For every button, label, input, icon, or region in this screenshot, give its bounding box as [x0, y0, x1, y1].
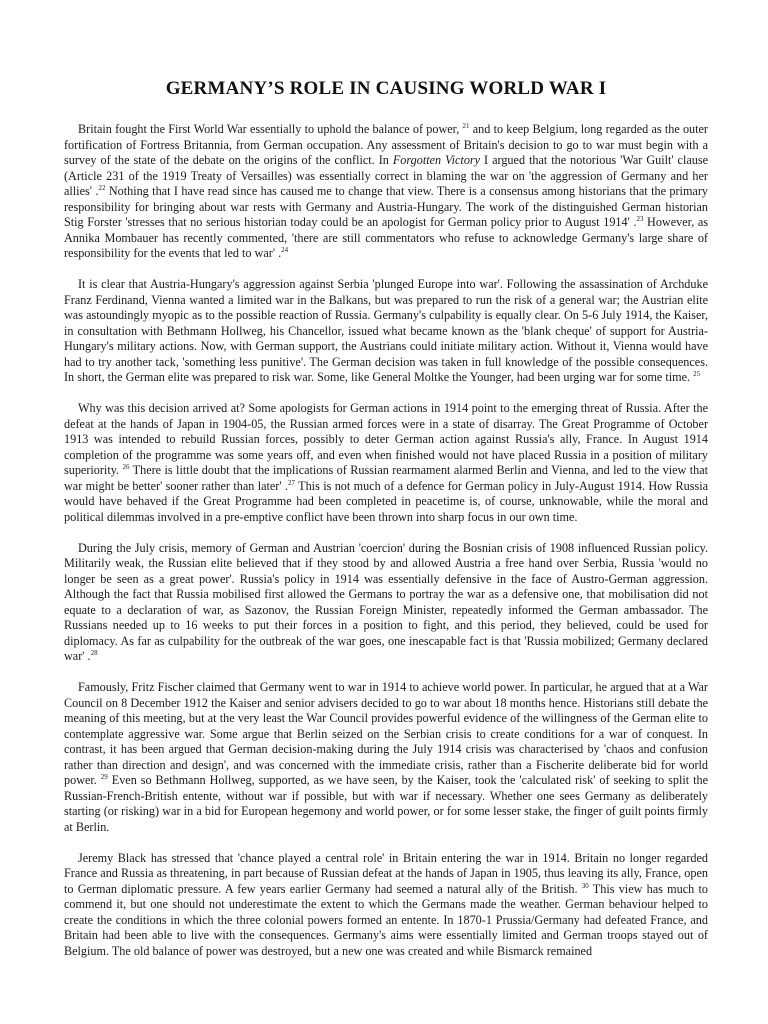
paragraph — [64, 122, 708, 262]
text-run: Jeremy Black has stressed that 'chance played a central role' in Britain entering the war in 1914. Britain no longer regarded France and Russia as threatening, in part because of Russian defeat at the hands of Japan in 1905, thus leaving its ally, France, open to German diplomatic pressure. A few years earlier Germany had seemed a natural ally of the British. — [64, 850, 708, 896]
text-run: This is not much of a defence for German policy in July-August 1914. How Russia would have behaved if the Great Programme had been completed in peacetime is, of course, unknowable, while the moral and political dilemmas involved in a pre-emptive conflict have been thrown into sharp focus in our own time. — [64, 478, 708, 524]
footnote-ref: 29 — [100, 772, 108, 781]
footnote-ref: 23 — [636, 214, 644, 223]
document-title: GERMANY’S ROLE IN CAUSING WORLD WAR I — [165, 78, 607, 99]
text-run: I argued that the notorious 'War Guilt' clause (Article 231 of the 1919 Treaty of Versailles) was essentially correct in blaming the war on 'the aggression of Germany and her allies' . — [64, 153, 709, 198]
footnote-ref: 21 — [462, 121, 470, 130]
paragraph — [64, 401, 708, 525]
paragraph — [64, 541, 708, 665]
footnote-ref: 22 — [98, 183, 106, 192]
document-body — [64, 122, 708, 959]
footnote-ref: 27 — [287, 478, 295, 487]
book-title: Forgotten Victory — [392, 153, 481, 167]
paragraph — [64, 277, 708, 386]
text-run: Famously, Fritz Fischer claimed that Germany went to war in 1914 to achieve world power. In particular, he argued that at a War Council on 8 December 1912 the Kaiser and senior advisers decided to go to war about 18 months hence. Historians still debate the meaning of this meeting, but at the very least the War Council provides powerful evidence of the willingness of the German elite to contemplate aggressive war. Some argue that Berlin seized on the Serbian crisis to create conditions for a war of conquest. In contrast, it has been argued that German decision-making during the July 1914 crisis was characterised by 'chaos and confusion rather than direction and design', and was concerned with the immediate crisis, rather than a Fischerite deliberate bid for world power. — [64, 680, 708, 787]
document-page — [64, 78, 708, 975]
paragraph — [64, 851, 708, 960]
footnote-ref: 30 — [581, 881, 589, 890]
text-run: Britain fought the First World War essentially to uphold the balance of power, — [78, 122, 463, 136]
footnote-ref: 24 — [281, 245, 289, 254]
text-run: and to keep Belgium, long regarded as the outer fortification of Fortress Britannia, from German occupation. Any assessment of Britain's decision to go to war must begin with a survey of the state of the debate on the origins of the conflict. In — [64, 122, 708, 167]
paragraph — [64, 680, 708, 835]
text-run: It is clear that Austria-Hungary's aggression against Serbia 'plunged Europe into war'. Following the assassination of Archduke Franz Ferdinand, Vienna wanted a limited war in the Balkans, but was prepared to run the risk of a general war; the Austrian elite was astoundingly myopic as to the possible reaction of Russia. Germany's culpability is equally clear. On 5-6 July 1914, the Kaiser, in consultation with Bethmann Hollweg, his Chancellor, issued what became known as the 'blank cheque' of support for Austria-Hungary's military actions. Now, with German support, the Austrians could initiate military action. Without it, Vienna would have had to try another tack, 'something less punitive'. The German decision was taken in full knowledge of the possible consequences. In short, the German elite was prepared to risk war. Some, like General Moltke the Younger, had been urging war for some time. — [64, 277, 708, 384]
footnote-ref: 26 — [122, 462, 130, 471]
footnote-ref: 28 — [90, 648, 98, 657]
text-run: This view has much to commend it, but one should not underestimate the extent to which the Germans made the weather. German behaviour helped to create the conditions in which the three colonial powers formed an entente. In 1870-1 Prussia/Germany had defeated France, and Britain had been able to live with the consequences. Germany's aims were essentially limited and German troops stayed out of Belgium. The old balance of power was destroyed, but a new one was created and while Bismarck remained — [64, 881, 708, 958]
text-run: There is little doubt that the implications of Russian rearmament alarmed Berlin and Vienna, and led to the view that war might be better' sooner rather than later' . — [64, 463, 709, 493]
text-run: Nothing that I have read since has caused me to change that view. There is a consensus among historians that the primary responsibility for bringing about war rests with Germany and Austria-Hungary. The work of the distinguished German historian Stig Forster 'stresses that no serious historian today could be an apologist for German policy prior to August 1914' . — [64, 184, 708, 229]
text-run: However, as Annika Mombauer has recently commented, 'there are still commentators who refuse to acknowledge Germany's large share of responsibility for the events that led to war' . — [64, 215, 708, 260]
text-run: During the July crisis, memory of German and Austrian 'coercion' during the Bosnian crisis of 1908 influenced Russian policy. Militarily weak, the Russian elite believed that if they stood by and allowed Austria a free hand over Serbia, Russia 'would no longer be seen as a great power'. Russia's policy in 1914 was essentially defensive in the face of Austro-German aggression. Although the fact that Russia mobilised first allowed the Germans to portray the war as a defensive one, that mobilisation did not equate to a declaration of war, as Sazonov, the Russian Foreign Minister, repeatedly informed the German ambassador. The Russians needed up to 16 weeks to put their forces in a position to fight, and this period, they believed, could be used for diplomacy. As far as culpability for the outbreak of the war goes, one inescapable fact is that 'Russia mobilized; Germany declared war' . — [64, 540, 708, 663]
text-run: Even so Bethmann Hollweg, supported, as we have seen, by the Kaiser, took the 'calculated risk' of seeking to split the Russian-French-British entente, without war if possible, but with war if necessary. Whether one sees Germany as deliberately starting (or risking) war in a bid for European hegemony and world power, or for some lesser stake, the finger of guilt points firmly at Berlin. — [64, 773, 708, 834]
text-run: Why was this decision arrived at? Some apologists for German actions in 1914 point to the emerging threat of Russia. After the defeat at the hands of Japan in 1904-05, the Russian armed forces were in a state of disarray. The Great Programme of October 1913 was intended to rebuild Russian forces, possibly to deter German action against Russia's ally, France. In August 1914 completion of the programme was some years off, and even when finished would not have placed Russia in a position of military superiority. — [64, 401, 708, 477]
footnote-ref: 25 — [693, 369, 701, 378]
